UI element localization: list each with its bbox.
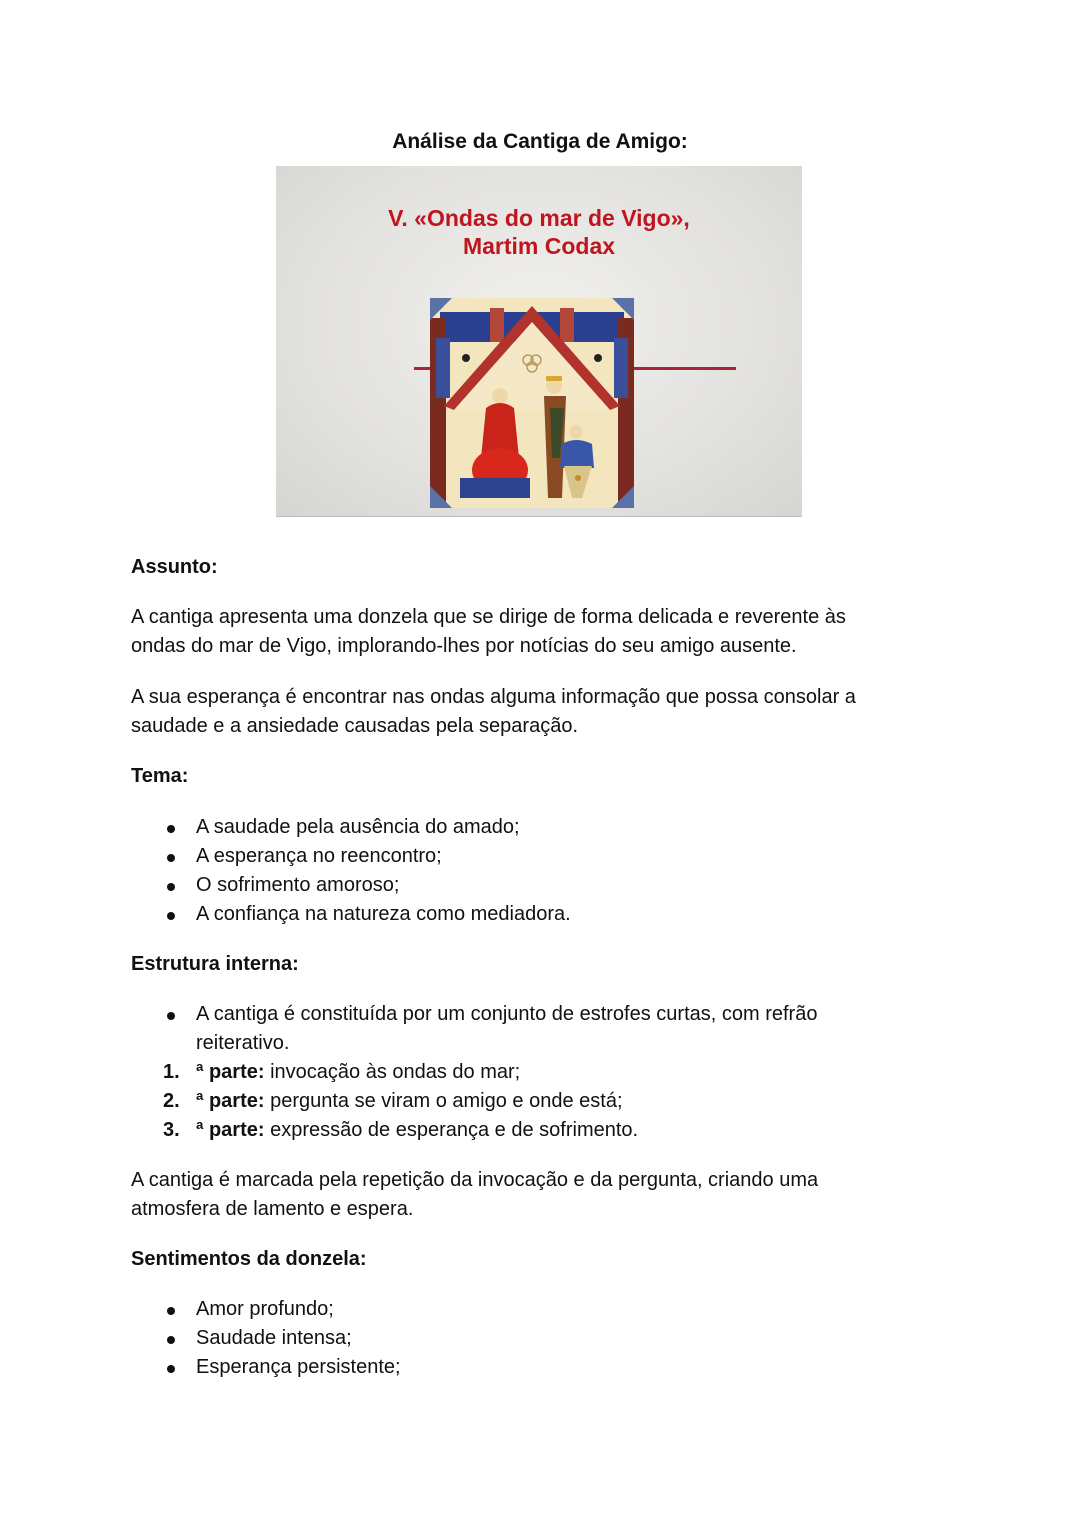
list-item: A saudade pela ausência do amado; xyxy=(163,813,923,842)
slide-title xyxy=(276,204,802,260)
list-item: O sofrimento amoroso; xyxy=(163,871,923,900)
estrutura-bullet-list xyxy=(163,1000,923,1058)
heading-assunto: Assunto: xyxy=(131,556,218,578)
text-line: reiterativo. xyxy=(196,1032,290,1054)
slide-image xyxy=(276,166,802,517)
part-label: ª parte: xyxy=(196,1061,265,1083)
part-number: 1. xyxy=(163,1061,180,1083)
text-line: A sua esperança é encontrar nas ondas alguma informação que possa consolar a xyxy=(131,686,856,708)
miniature-illustration-icon xyxy=(430,298,634,508)
part-text: expressão de esperança e de sofrimento. xyxy=(264,1119,639,1141)
corner-tl xyxy=(430,298,452,320)
assunto-paragraph-1 xyxy=(131,603,931,661)
page-title: Análise da Cantiga de Amigo: xyxy=(392,130,688,153)
list-item: A confiança na natureza como mediadora. xyxy=(163,900,923,929)
list-item: Amor profundo; xyxy=(163,1295,923,1324)
part-label: ª parte: xyxy=(196,1090,265,1112)
list-item: Saudade intensa; xyxy=(163,1324,923,1353)
part-number: 3. xyxy=(163,1119,180,1141)
text-line: A cantiga é marcada pela repetição da invocação e da pergunta, criando uma xyxy=(131,1169,819,1191)
estrutura-part-1 xyxy=(163,1058,520,1087)
part-number: 2. xyxy=(163,1090,180,1112)
sentimentos-list xyxy=(163,1295,923,1382)
text-line: saudade e a ansiedade causadas pela separação. xyxy=(131,715,579,737)
corner-br xyxy=(612,486,634,508)
slide-title-line2: Martim Codax xyxy=(462,233,616,259)
part-label: ª parte: xyxy=(196,1119,265,1141)
slide-title-line1: V. «Ondas do mar de Vigo», xyxy=(388,205,690,231)
tema-list xyxy=(163,813,923,929)
text-line: atmosfera de lamento e espera. xyxy=(131,1198,414,1220)
part-text: pergunta se viram o amigo e onde está; xyxy=(264,1090,623,1112)
list-item: A esperança no reencontro; xyxy=(163,842,923,871)
text-line: A cantiga apresenta uma donzela que se dirige de forma delicada e reverente às xyxy=(131,606,846,628)
list-item: Esperança persistente; xyxy=(163,1353,923,1382)
assunto-paragraph-2 xyxy=(131,683,931,741)
part-text: invocação às ondas do mar; xyxy=(264,1061,521,1083)
slide-divider-right xyxy=(634,367,736,370)
estrutura-part-2 xyxy=(163,1087,623,1116)
heading-tema: Tema: xyxy=(131,765,189,787)
heading-estrutura-interna: Estrutura interna: xyxy=(131,953,299,975)
text-line: ondas do mar de Vigo, implorando-lhes por notícias do seu amigo ausente. xyxy=(131,635,797,657)
text-line: A cantiga é constituída por um conjunto de estrofes curtas, com refrão xyxy=(196,1003,818,1025)
corner-bl xyxy=(430,486,452,508)
estrutura-closing-paragraph xyxy=(131,1166,931,1224)
estrutura-part-3 xyxy=(163,1116,638,1145)
medieval-miniature-image xyxy=(430,298,634,508)
list-item xyxy=(163,1000,923,1058)
heading-sentimentos: Sentimentos da donzela: xyxy=(131,1248,367,1270)
corner-tr xyxy=(612,298,634,320)
